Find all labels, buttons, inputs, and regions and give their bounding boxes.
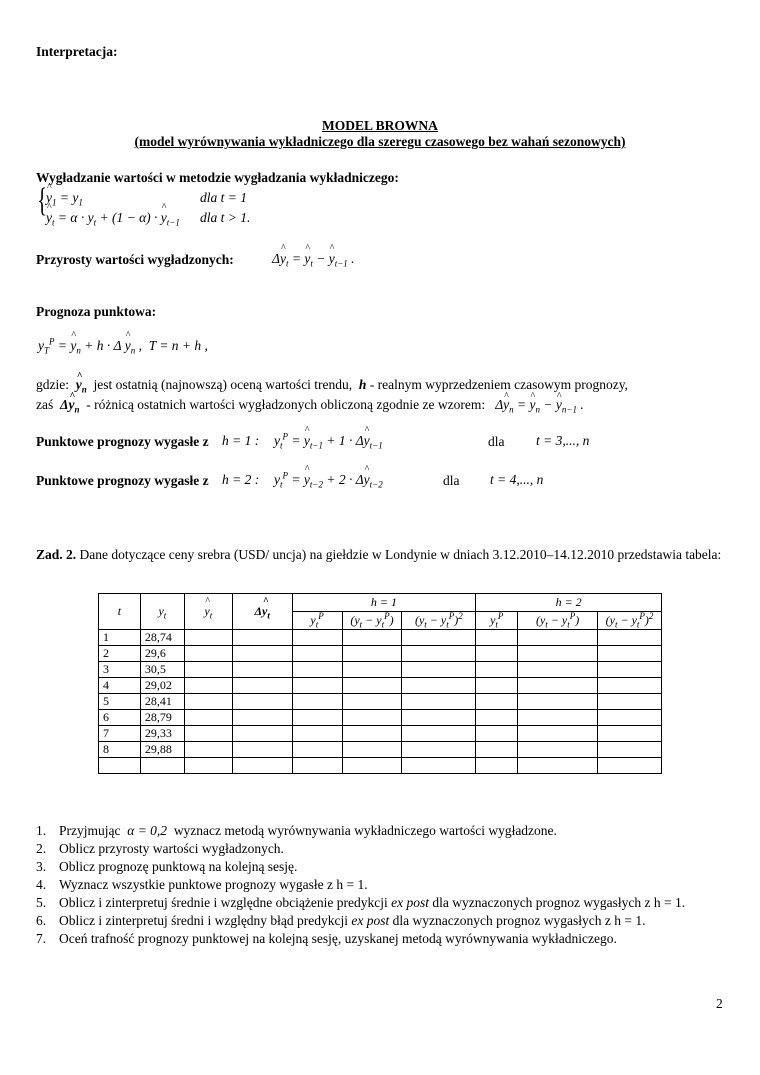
cell-empty — [476, 742, 518, 758]
increments-formula: Δ^ $y_t$ = ^ $y_t$ − ^ $y_{t-1}$ . — [272, 251, 355, 267]
cell-empty — [476, 694, 518, 710]
list-item: 6. Oblicz i zinterpretuj średni i względny błąd predykcji ex post dla wyznaczonych prognoz wygasłych z h = 1. — [36, 913, 646, 928]
smoothing-eq1-cond: dla t = 1 — [200, 190, 247, 205]
cell-empty — [476, 630, 518, 646]
cell-empty — [518, 678, 598, 694]
cell-t: 5 — [99, 694, 141, 710]
cell-empty — [184, 710, 232, 726]
increments-label: Przyrosty wartości wygładzonych: — [36, 252, 234, 267]
cell-empty — [292, 742, 342, 758]
cell-empty — [598, 758, 662, 774]
page-number: 2 — [716, 996, 723, 1011]
cell-empty — [518, 710, 598, 726]
cell-empty — [292, 710, 342, 726]
table-row — [99, 630, 662, 646]
cell-empty — [598, 678, 662, 694]
col-header-h1-forecast: $y_t^P$ — [292, 612, 342, 630]
table-row — [99, 662, 662, 678]
cell-empty — [232, 646, 292, 662]
table-row — [99, 726, 662, 742]
cell-empty — [184, 758, 232, 774]
table-row — [99, 742, 662, 758]
task-intro: Zad. 2. Dane dotyczące ceny srebra (USD/ uncja) na giełdzie w Londynie w dniach 3.12.2010–14.12.2010 przedstawia tabela: — [36, 547, 722, 562]
list-item: 4. Wyznacz wszystkie punktowe prognozy wygasłe z h = 1. — [36, 877, 368, 892]
cell-t: 4 — [99, 678, 141, 694]
cell-empty — [598, 662, 662, 678]
cell-empty — [598, 710, 662, 726]
cell-empty — [292, 758, 342, 774]
expired-h2-formula: $y_t^P$ = ^ $y_{t-2} + 2$ · Δ^ $y_{t-2}$ — [274, 472, 383, 488]
silver-price-table — [98, 593, 662, 774]
cell-empty — [292, 662, 342, 678]
cell-empty — [476, 710, 518, 726]
cell-empty — [518, 726, 598, 742]
cell-empty — [232, 694, 292, 710]
cell-empty — [184, 646, 232, 662]
expired-h2-h: h = 2 : — [222, 472, 260, 487]
table-row — [99, 758, 662, 774]
cell-y — [140, 758, 184, 774]
cell-empty — [184, 662, 232, 678]
table-row — [99, 678, 662, 694]
cell-empty — [518, 646, 598, 662]
cell-empty — [342, 694, 402, 710]
table-row — [99, 646, 662, 662]
cell-empty — [476, 758, 518, 774]
smoothing-brace: { — [37, 182, 48, 219]
interpretation-heading: Interpretacja: — [36, 44, 118, 59]
cell-empty — [184, 694, 232, 710]
cell-empty — [232, 678, 292, 694]
cell-empty — [598, 630, 662, 646]
table-row — [99, 694, 662, 710]
cell-empty — [518, 630, 598, 646]
col-header-h2-sq-error: $(y_t - y_t^P)^2$ — [598, 612, 662, 630]
cell-empty — [402, 646, 476, 662]
cell-empty — [598, 694, 662, 710]
expired-h1-formula: $y_t^P$ = ^ $y_{t-1} + 1$ · Δ^ $y_{t-1}$ — [274, 433, 383, 449]
list-item: 5. Oblicz i zinterpretuj średnie i względne obciążenie predykcji ex post dla wyznaczonych prognoz wygasłych z h = 1. — [36, 895, 686, 910]
expired-h1-dla: dla — [488, 434, 505, 449]
cell-empty — [184, 726, 232, 742]
col-header-delta: Δ^ $y_t$ — [232, 594, 292, 630]
cell-empty — [342, 678, 402, 694]
cell-empty — [232, 662, 292, 678]
cell-empty — [402, 726, 476, 742]
expired-h2-dla: dla — [443, 473, 460, 488]
list-item: 2. Oblicz przyrosty wartości wygładzonych. — [36, 841, 284, 856]
model-title: MODEL BROWNA — [322, 118, 438, 133]
cell-empty — [476, 726, 518, 742]
cell-empty — [342, 710, 402, 726]
cell-empty — [342, 662, 402, 678]
col-header-yhat: ^ $y_t$ — [184, 594, 232, 630]
cell-empty — [342, 742, 402, 758]
cell-empty — [476, 646, 518, 662]
cell-t — [99, 758, 141, 774]
cell-y: 28,79 — [140, 710, 184, 726]
cell-empty — [342, 758, 402, 774]
cell-empty — [184, 742, 232, 758]
cell-empty — [292, 726, 342, 742]
cell-empty — [342, 630, 402, 646]
col-header-h1-sq-error: $(y_t - y_t^P)^2$ — [402, 612, 476, 630]
tasks-list — [36, 822, 724, 948]
forecast-heading: Prognoza punktowa: — [36, 304, 157, 319]
cell-empty — [402, 758, 476, 774]
cell-empty — [292, 630, 342, 646]
expired-h1-range: t = 3,..., n — [536, 433, 590, 448]
col-header-t: t — [99, 594, 141, 630]
smoothing-eq1: ^ $y_1 = y_1$ — [46, 190, 83, 206]
cell-empty — [292, 694, 342, 710]
col-header-h2-error: $(y_t - y_t^P)$ — [518, 612, 598, 630]
where-paragraph: gdzie: ^ $y_n$ jest ostatnią (najnowszą) oceną wartości trendu, h - realnym wyprzedzeniem czasowym prognozy, zaś Δ^ $y_n$ - różnicą ostatnich wartości wygładzonych obliczoną zgodnie ze wzorem: Δ^ $y_n$ = ^ $y_n$ − ^ $y_{n-1}$ . — [36, 375, 726, 415]
cell-y: 29,02 — [140, 678, 184, 694]
cell-empty — [402, 662, 476, 678]
expired-h1-h: h = 1 : — [222, 433, 260, 448]
expired-h2-range: t = 4,..., n — [490, 472, 544, 487]
cell-empty — [402, 742, 476, 758]
expired-h1-label: Punktowe prognozy wygasłe z — [36, 434, 209, 449]
cell-empty — [184, 630, 232, 646]
cell-y: 29,6 — [140, 646, 184, 662]
cell-empty — [232, 710, 292, 726]
expired-h2-label: Punktowe prognozy wygasłe z — [36, 473, 209, 488]
cell-empty — [476, 662, 518, 678]
cell-t: 1 — [99, 630, 141, 646]
forecast-formula: $y_T^P$ = ^ $y_n + h \cdot \Delta$ ^ $y_n$ , T = n + h , — [38, 338, 208, 354]
cell-empty — [598, 646, 662, 662]
col-group-h1: h = 1 — [292, 594, 476, 612]
cell-empty — [598, 742, 662, 758]
cell-empty — [518, 694, 598, 710]
cell-empty — [402, 630, 476, 646]
cell-t: 3 — [99, 662, 141, 678]
list-item: 7. Oceń trafność prognozy punktowej na kolejną sesję, uzyskanej metodą wyrównywania wykładniczego. — [36, 931, 617, 946]
cell-t: 2 — [99, 646, 141, 662]
cell-empty — [292, 646, 342, 662]
cell-y: 30,5 — [140, 662, 184, 678]
cell-empty — [184, 678, 232, 694]
cell-t: 6 — [99, 710, 141, 726]
smoothing-heading: Wygładzanie wartości w metodzie wygładzania wykładniczego: — [36, 170, 399, 185]
col-header-h2-forecast: $y_t^P$ — [476, 612, 518, 630]
list-item: 1. Przyjmując α = 0,2 wyznacz metodą wyrównywania wykładniczego wartości wygładzone. — [36, 823, 557, 838]
smoothing-eq2: ^ $y_t = \alpha \cdot y_t + (1 - \alpha)$ · ^ $y_{t-1}$ — [46, 210, 180, 226]
cell-y: 28,41 — [140, 694, 184, 710]
list-item: 3. Oblicz prognozę punktową na kolejną sesję. — [36, 859, 298, 874]
cell-t: 7 — [99, 726, 141, 742]
cell-empty — [402, 678, 476, 694]
cell-empty — [292, 678, 342, 694]
cell-empty — [518, 742, 598, 758]
cell-empty — [518, 758, 598, 774]
cell-y: 28,74 — [140, 630, 184, 646]
cell-y: 29,88 — [140, 742, 184, 758]
cell-empty — [518, 662, 598, 678]
cell-empty — [402, 694, 476, 710]
col-header-y: $y_t$ — [140, 594, 184, 630]
cell-empty — [598, 726, 662, 742]
col-group-h2: h = 2 — [476, 594, 662, 612]
table-row — [99, 710, 662, 726]
cell-t: 8 — [99, 742, 141, 758]
cell-empty — [232, 758, 292, 774]
cell-empty — [232, 726, 292, 742]
cell-empty — [342, 646, 402, 662]
cell-empty — [232, 742, 292, 758]
cell-y: 29,33 — [140, 726, 184, 742]
cell-empty — [232, 630, 292, 646]
cell-empty — [342, 726, 402, 742]
col-header-h1-error: $(y_t - y_t^P)$ — [342, 612, 402, 630]
cell-empty — [476, 678, 518, 694]
model-subtitle: (model wyrównywania wykładniczego dla szeregu czasowego bez wahań sezonowych) — [134, 134, 626, 149]
cell-empty — [402, 710, 476, 726]
smoothing-eq2-cond: dla t > 1. — [200, 210, 251, 225]
